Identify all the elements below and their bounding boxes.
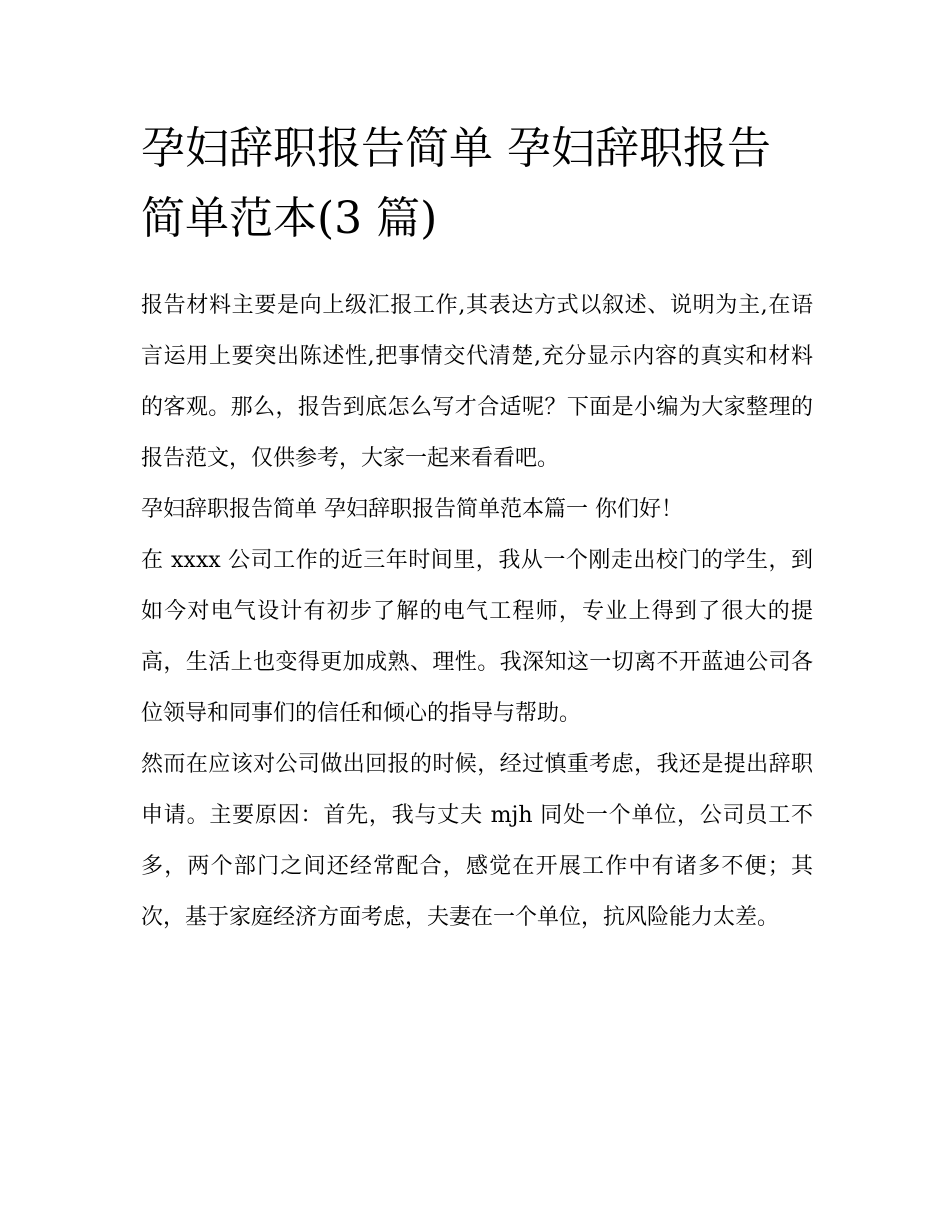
section-heading-paragraph: 孕妇辞职报告简单 孕妇辞职报告简单范本篇一 你们好！: [141, 497, 683, 522]
intro-paragraph: 报告材料主要是向上级汇报工作,其表达方式以叙述、说明为主,在语言运用上要突出陈述性,把事情交代清楚,充分显示内容的真实和材料的客观。那么，报告到底怎么写才合适呢？下面是小编为大家整理的报告范文，仅供参考，大家一起来看看吧。: [141, 293, 813, 471]
body-paragraph: 然而在应该对公司做出回报的时候，经过慎重考虑，我还是提出辞职申请。主要原因：首先，我与丈夫 mjh 同处一个单位，公司员工不多，两个部门之间还经常配合，感觉在开展工作中有诸多不便；其次，基于家庭经济方面考虑，夫妻在一个单位，抗风险能力太差。: [141, 752, 813, 930]
body-paragraph: 在 xxxx 公司工作的近三年时间里，我从一个刚走出校门的学生，到如今对电气设计有初步了解的电气工程师，专业上得到了很大的提高，生活上也变得更加成熟、理性。我深知这一切离不开蓝迪公司各位领导和同事们的信任和倾心的指导与帮助。: [141, 548, 813, 726]
document-title: 孕妇辞职报告简单 孕妇辞职报告简单范本(3 篇): [141, 123, 771, 244]
document-body: [141, 114, 813, 943]
